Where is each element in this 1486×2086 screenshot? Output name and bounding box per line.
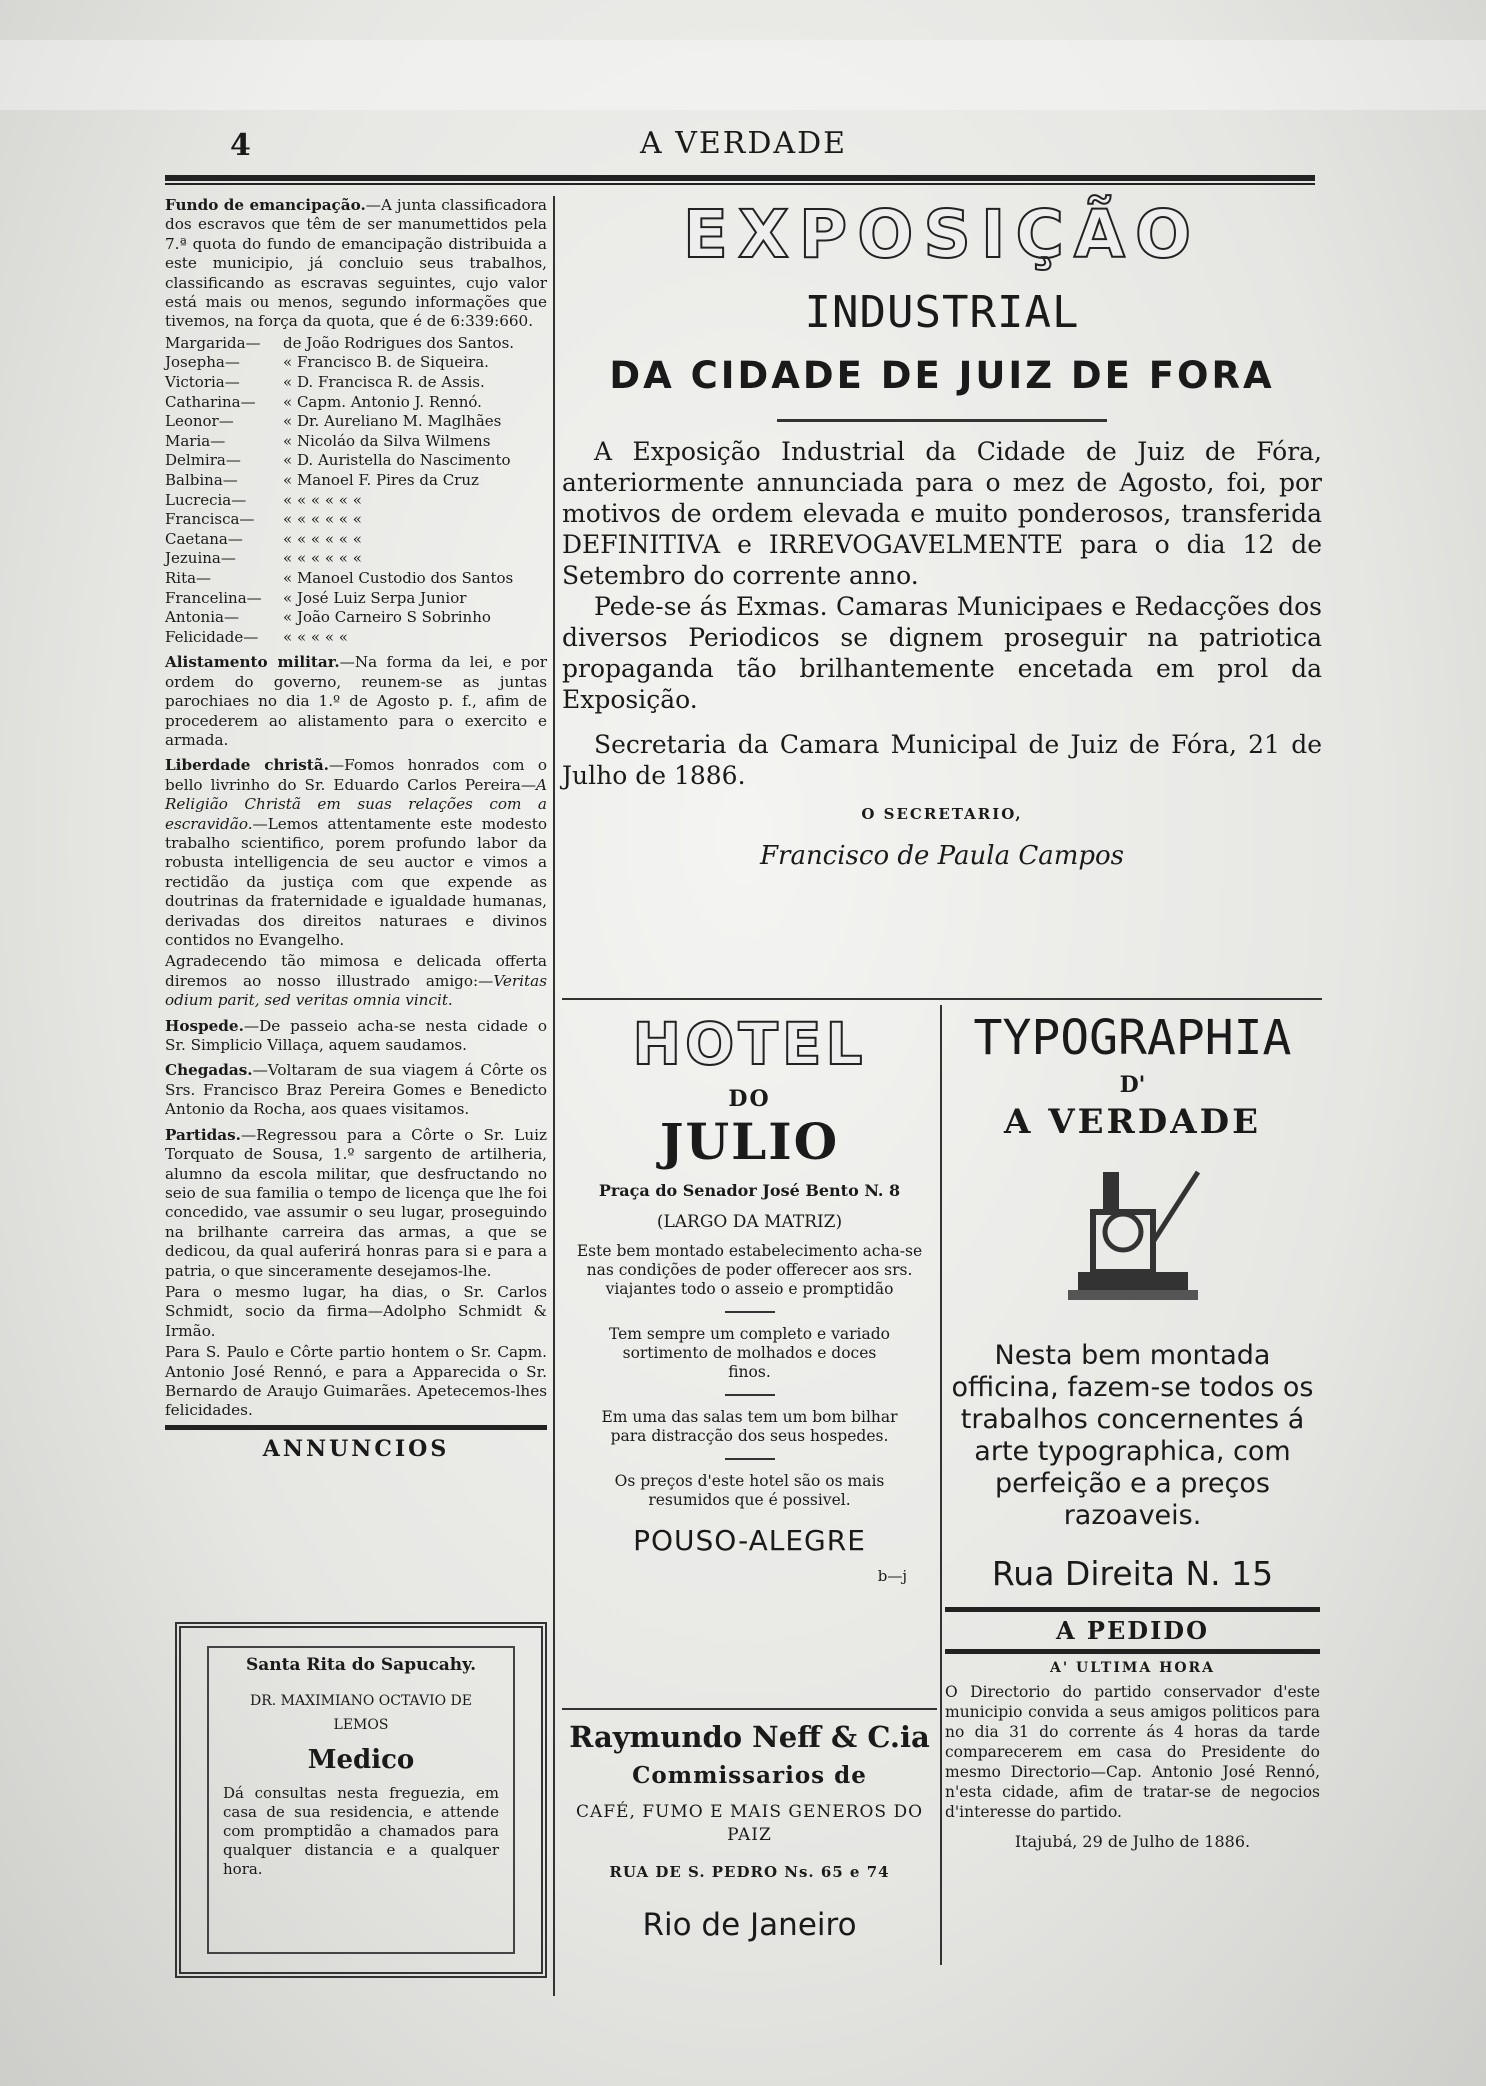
article-partidas-b: Para o mesmo lugar, ha dias, o Sr. Carlos Schmidt, socio da firma—Adolpho Schmidt & Irmão.: [165, 1282, 547, 1340]
exposicao-p1: A Exposição Industrial da Cidade de Juiz de Fóra, anteriormente annunciada para o mez de Agosto, foi, por motivos de ordem elevada e muito ponderosos, transferida DEFINITIVA e IRREVOGAVELMENTE para o dia 12 de Setembro do corrente anno.: [562, 437, 1322, 590]
slave-owner: « « « « « «: [283, 510, 362, 529]
pedido-date: Itajubá, 29 de Julho de 1886.: [1014, 1832, 1251, 1851]
section-rule: [165, 1425, 547, 1430]
slave-owner: « João Carneiro S Sobrinho: [283, 608, 491, 627]
article-title: Hospede.: [165, 1016, 244, 1035]
article-title: Liberdade christã.: [165, 756, 329, 775]
hotel-city: POUSO-ALEGRE: [633, 1524, 866, 1557]
slave-owner: « « « « « «: [283, 549, 362, 568]
hotel-name: JULIO: [659, 1112, 840, 1171]
article-text: —Fomos honrados com o bello livrinho do Sr. Eduardo Carlos Pereira—: [165, 756, 547, 794]
section-divider: [562, 998, 1322, 1000]
raymundo-address: RUA DE S. PEDRO Ns. 65 e 74: [609, 1863, 890, 1881]
section-rule: [945, 1649, 1320, 1654]
divider-dash: [725, 1394, 775, 1396]
exposicao-subtitle: INDUSTRIAL: [804, 287, 1080, 338]
typo-title: TYPOGRAPHIA: [973, 1010, 1292, 1066]
list-item: [165, 393, 547, 413]
article-text: —Lemos attentamente este modesto trabalho scientifico, porem profundo labor da robusta intelligencia de seu auctor e vimos a rectidão da justiça com que expende as doutrinas da fraternidade e igualdade humanas, derivadas dos direitos naturaes e divinos contidos no Evangelho.: [165, 814, 547, 950]
divider-dash: [725, 1458, 775, 1460]
exposicao-city: DA CIDADE DE JUIZ DE FORA: [609, 354, 1275, 397]
raymundo-city: Rio de Janeiro: [642, 1907, 857, 1943]
article-liberdade-cont: [165, 952, 547, 1010]
article-chegadas: [165, 1061, 547, 1119]
slave-list: [165, 334, 547, 648]
slave-name: Caetana—: [165, 529, 243, 548]
article-text: —Na forma da lei, e por ordem do governo, reunem-se as juntas parochiaes no dia 1.º de Agosto p. f., afim de procederem ao alistamento para o exercito e armada.: [165, 653, 547, 749]
slave-owner: de João Rodrigues dos Santos.: [283, 333, 515, 352]
list-item: [165, 451, 547, 471]
slave-name: Antonia—: [165, 608, 239, 627]
exposicao-title: EXPOSIÇÃO: [682, 196, 1202, 273]
page-header: [160, 118, 1310, 163]
article-text: —Regressou para a Côrte o Sr. Luiz Torquato de Sousa, 1.º sargento de artilheria, alumno da escola militar, que desfructando no seio de sua familia o tempo de licença que lhe foi concedido, vae assumir o seu lugar, proseguindo na brilhante carreira das armas, a que se dedicou, da qual auferirá honras para si e para a patria, o que sinceramente desejamos-lhe.: [165, 1125, 547, 1280]
hotel-p3: Em uma das salas tem um bom bilhar para distracção dos seus hospedes.: [601, 1408, 898, 1445]
slave-name: Delmira—: [165, 451, 241, 470]
typo-d: D': [1119, 1072, 1146, 1098]
list-item: [165, 510, 547, 530]
slave-name: Lucrecia—: [165, 490, 247, 509]
ad-role: Medico: [307, 1745, 415, 1775]
ad-text: Dá consultas nesta freguezia, em casa de sua residencia, e attende com promptidão a chamados para qualquer distancia e a qualquer hora.: [223, 1784, 499, 1878]
typo-name: A VERDADE: [1003, 1102, 1262, 1142]
list-item: [165, 373, 547, 393]
article-title: Chegadas.: [165, 1061, 253, 1080]
slave-owner: « « « « «: [283, 627, 348, 646]
slave-owner: « D. Auristella do Nascimento: [283, 451, 511, 470]
slave-name: Francelina—: [165, 588, 262, 607]
article-alistamento: [165, 653, 547, 750]
section-divider: [562, 1708, 937, 1710]
hotel-code: b—j: [877, 1567, 907, 1585]
raymundo-role: Commissarios de: [632, 1762, 867, 1789]
list-item: [165, 549, 547, 569]
article-title: Partidas.: [165, 1125, 241, 1144]
list-item: [165, 628, 547, 648]
slave-name: Victoria—: [165, 373, 240, 392]
list-item: [165, 353, 547, 373]
slave-owner: « Dr. Aureliano M. Maglhães: [283, 412, 502, 431]
article-fundo: [165, 196, 547, 332]
column-divider: [553, 196, 555, 1996]
slave-name: Rita—: [165, 568, 212, 587]
slave-owner: « Manoel F. Pires da Cruz: [283, 471, 479, 489]
hotel-p1: Este bem montado estabelecimento acha-se nas condições de poder offerecer aos srs. viajantes todo o asseio e promptidão: [576, 1242, 923, 1298]
slave-owner: « Capm. Antonio J. Rennó.: [283, 392, 482, 411]
exposicao-body: [562, 436, 1322, 791]
raymundo-goods: CAFÉ, FUMO E MAIS GENEROS DO PAIZ: [575, 1802, 924, 1845]
exposicao-notice: [562, 196, 1322, 871]
list-item: [165, 608, 547, 628]
doctor-ad: [175, 1622, 547, 1978]
ornament-rule: [777, 419, 1107, 422]
slave-name: Felicidade—: [165, 627, 259, 646]
printing-press-icon: [1048, 1152, 1218, 1322]
slave-owner: « Nicoláo da Silva Wilmens: [283, 431, 491, 450]
pedido-subtitle: A' ULTIMA HORA: [1049, 1660, 1216, 1676]
header-rule-thin: [165, 183, 1315, 185]
doctor-ad-inner: [207, 1646, 515, 1954]
slave-name: Margarida—: [165, 333, 261, 352]
slave-name: Balbina—: [165, 471, 238, 489]
slave-name: Jezuina—: [165, 549, 236, 568]
slave-owner: « « « « « «: [283, 529, 362, 548]
paper-fold: [0, 40, 1486, 110]
article-liberdade: [165, 756, 547, 950]
article-text: —Voltaram de sua viagem á Côrte os Srs. Francisco Braz Pereira Gomes e Benedicto Antonio da Rocha, aos quaes visitamos.: [165, 1061, 547, 1119]
column-divider: [940, 1005, 942, 1965]
page-number: 4: [230, 128, 251, 163]
annuncios-heading: ANNUNCIOS: [262, 1435, 450, 1462]
list-item: [165, 334, 547, 354]
hotel-title: HOTEL: [632, 1010, 867, 1078]
exposicao-p3: Secretaria da Camara Municipal de Juiz de Fóra, 21 de Julho de 1886.: [562, 730, 1322, 790]
header-rule: [165, 175, 1315, 181]
latin-quote: Veritas odium parit, sed veritas omnia vincit.: [165, 971, 547, 1010]
ad-doctor: DR. MAXIMIANO OCTAVIO DE LEMOS: [250, 1693, 472, 1733]
slave-owner: « Francisco B. de Siqueira.: [283, 353, 489, 372]
hotel-ad: [562, 1010, 937, 1585]
article-partidas: [165, 1126, 547, 1281]
raymundo-name: Raymundo Neff & C.ia: [569, 1720, 930, 1754]
book-title: A Religião Christã em suas relações com a escravidão.: [165, 775, 547, 833]
raymundo-ad: [562, 1720, 937, 1943]
list-item: [165, 589, 547, 609]
left-column: [165, 196, 547, 1465]
article-title: Alistamento militar.: [165, 653, 340, 672]
typographia-ad: [945, 1010, 1320, 1851]
hotel-p4: Os preços d'este hotel são os mais resumidos que é possivel.: [614, 1472, 885, 1509]
slave-owner: « Manoel Custodio dos Santos: [283, 568, 514, 587]
list-item: [165, 471, 547, 491]
list-item: [165, 432, 547, 452]
slave-name: Leonor—: [165, 412, 234, 431]
list-item: [165, 412, 547, 432]
section-rule: [945, 1607, 1320, 1612]
masthead: A VERDADE: [640, 126, 848, 161]
slave-name: Catharina—: [165, 392, 256, 411]
divider-dash: [725, 1311, 775, 1313]
hotel-largo: (LARGO DA MATRIZ): [656, 1212, 843, 1232]
signature: Francisco de Paula Campos: [759, 841, 1125, 871]
article-text: —A junta classificadora dos escravos que têm de ser manumettidos pela 7.ª quota do fundo de emancipação distribuida a este municipio, já concluio seus trabalhos, classificando as escravas seguintes, cujo valor está mais ou menos, segundo informações que tivemos, na força da quota, que é de 6:339:660.: [165, 196, 547, 331]
slave-name: Maria—: [165, 431, 226, 450]
list-item: [165, 491, 547, 511]
typo-body: Nesta bem montada officina, fazem-se todos os trabalhos concernentes á arte typographica, com perfeição e a preços razoaveis.: [951, 1340, 1314, 1531]
article-hospede: [165, 1017, 547, 1056]
hotel-p2: Tem sempre um completo e variado sortimento de molhados e doces finos.: [608, 1325, 890, 1381]
hotel-do: DO: [728, 1086, 771, 1112]
slave-owner: « « « « « «: [283, 490, 362, 509]
slave-owner: « D. Francisca R. de Assis.: [283, 373, 485, 392]
secretary-label: O SECRETARIO,: [861, 805, 1023, 823]
article-text: —De passeio acha-se nesta cidade o Sr. Simplicio Villaça, aquem saudamos.: [165, 1016, 547, 1055]
pedido-title: A PEDIDO: [1055, 1616, 1210, 1645]
ad-place: Santa Rita do Sapucahy.: [245, 1655, 477, 1675]
pedido-body: O Directorio do partido conservador d'este municipio convida a seus amigos politicos para no dia 31 do corrente ás 4 horas da tarde comparecerem em casa do Presidente do mesmo Directorio—Cap. Antonio José Rennó, n'esta cidade, afim de tratar-se de negocios d'interesse do partido.: [945, 1683, 1320, 1821]
article-title: Fundo de emancipação.: [165, 196, 366, 214]
typo-address: Rua Direita N. 15: [991, 1554, 1274, 1593]
slave-name: Josepha—: [165, 353, 240, 372]
slave-owner: « José Luiz Serpa Junior: [283, 588, 467, 607]
list-item: [165, 530, 547, 550]
article-partidas-c: Para S. Paulo e Côrte partio hontem o Sr. Capm. Antonio José Rennó, e para a Apparecida o Sr. Bernardo de Araujo Guimarães. Apetecemos-lhes felicidades.: [165, 1343, 547, 1420]
hotel-address: Praça do Senador José Bento N. 8: [598, 1181, 901, 1200]
exposicao-p2: Pede-se ás Exmas. Camaras Municipaes e Redacções dos diversos Periodicos se dignem proseguir na patriotica propaganda tão brilhantemente encetada em prol da Exposição.: [562, 592, 1322, 714]
slave-name: Francisca—: [165, 510, 255, 529]
article-text: Agradecendo tão mimosa e delicada offerta diremos ao nosso illustrado amigo:—: [165, 952, 547, 990]
list-item: [165, 569, 547, 589]
